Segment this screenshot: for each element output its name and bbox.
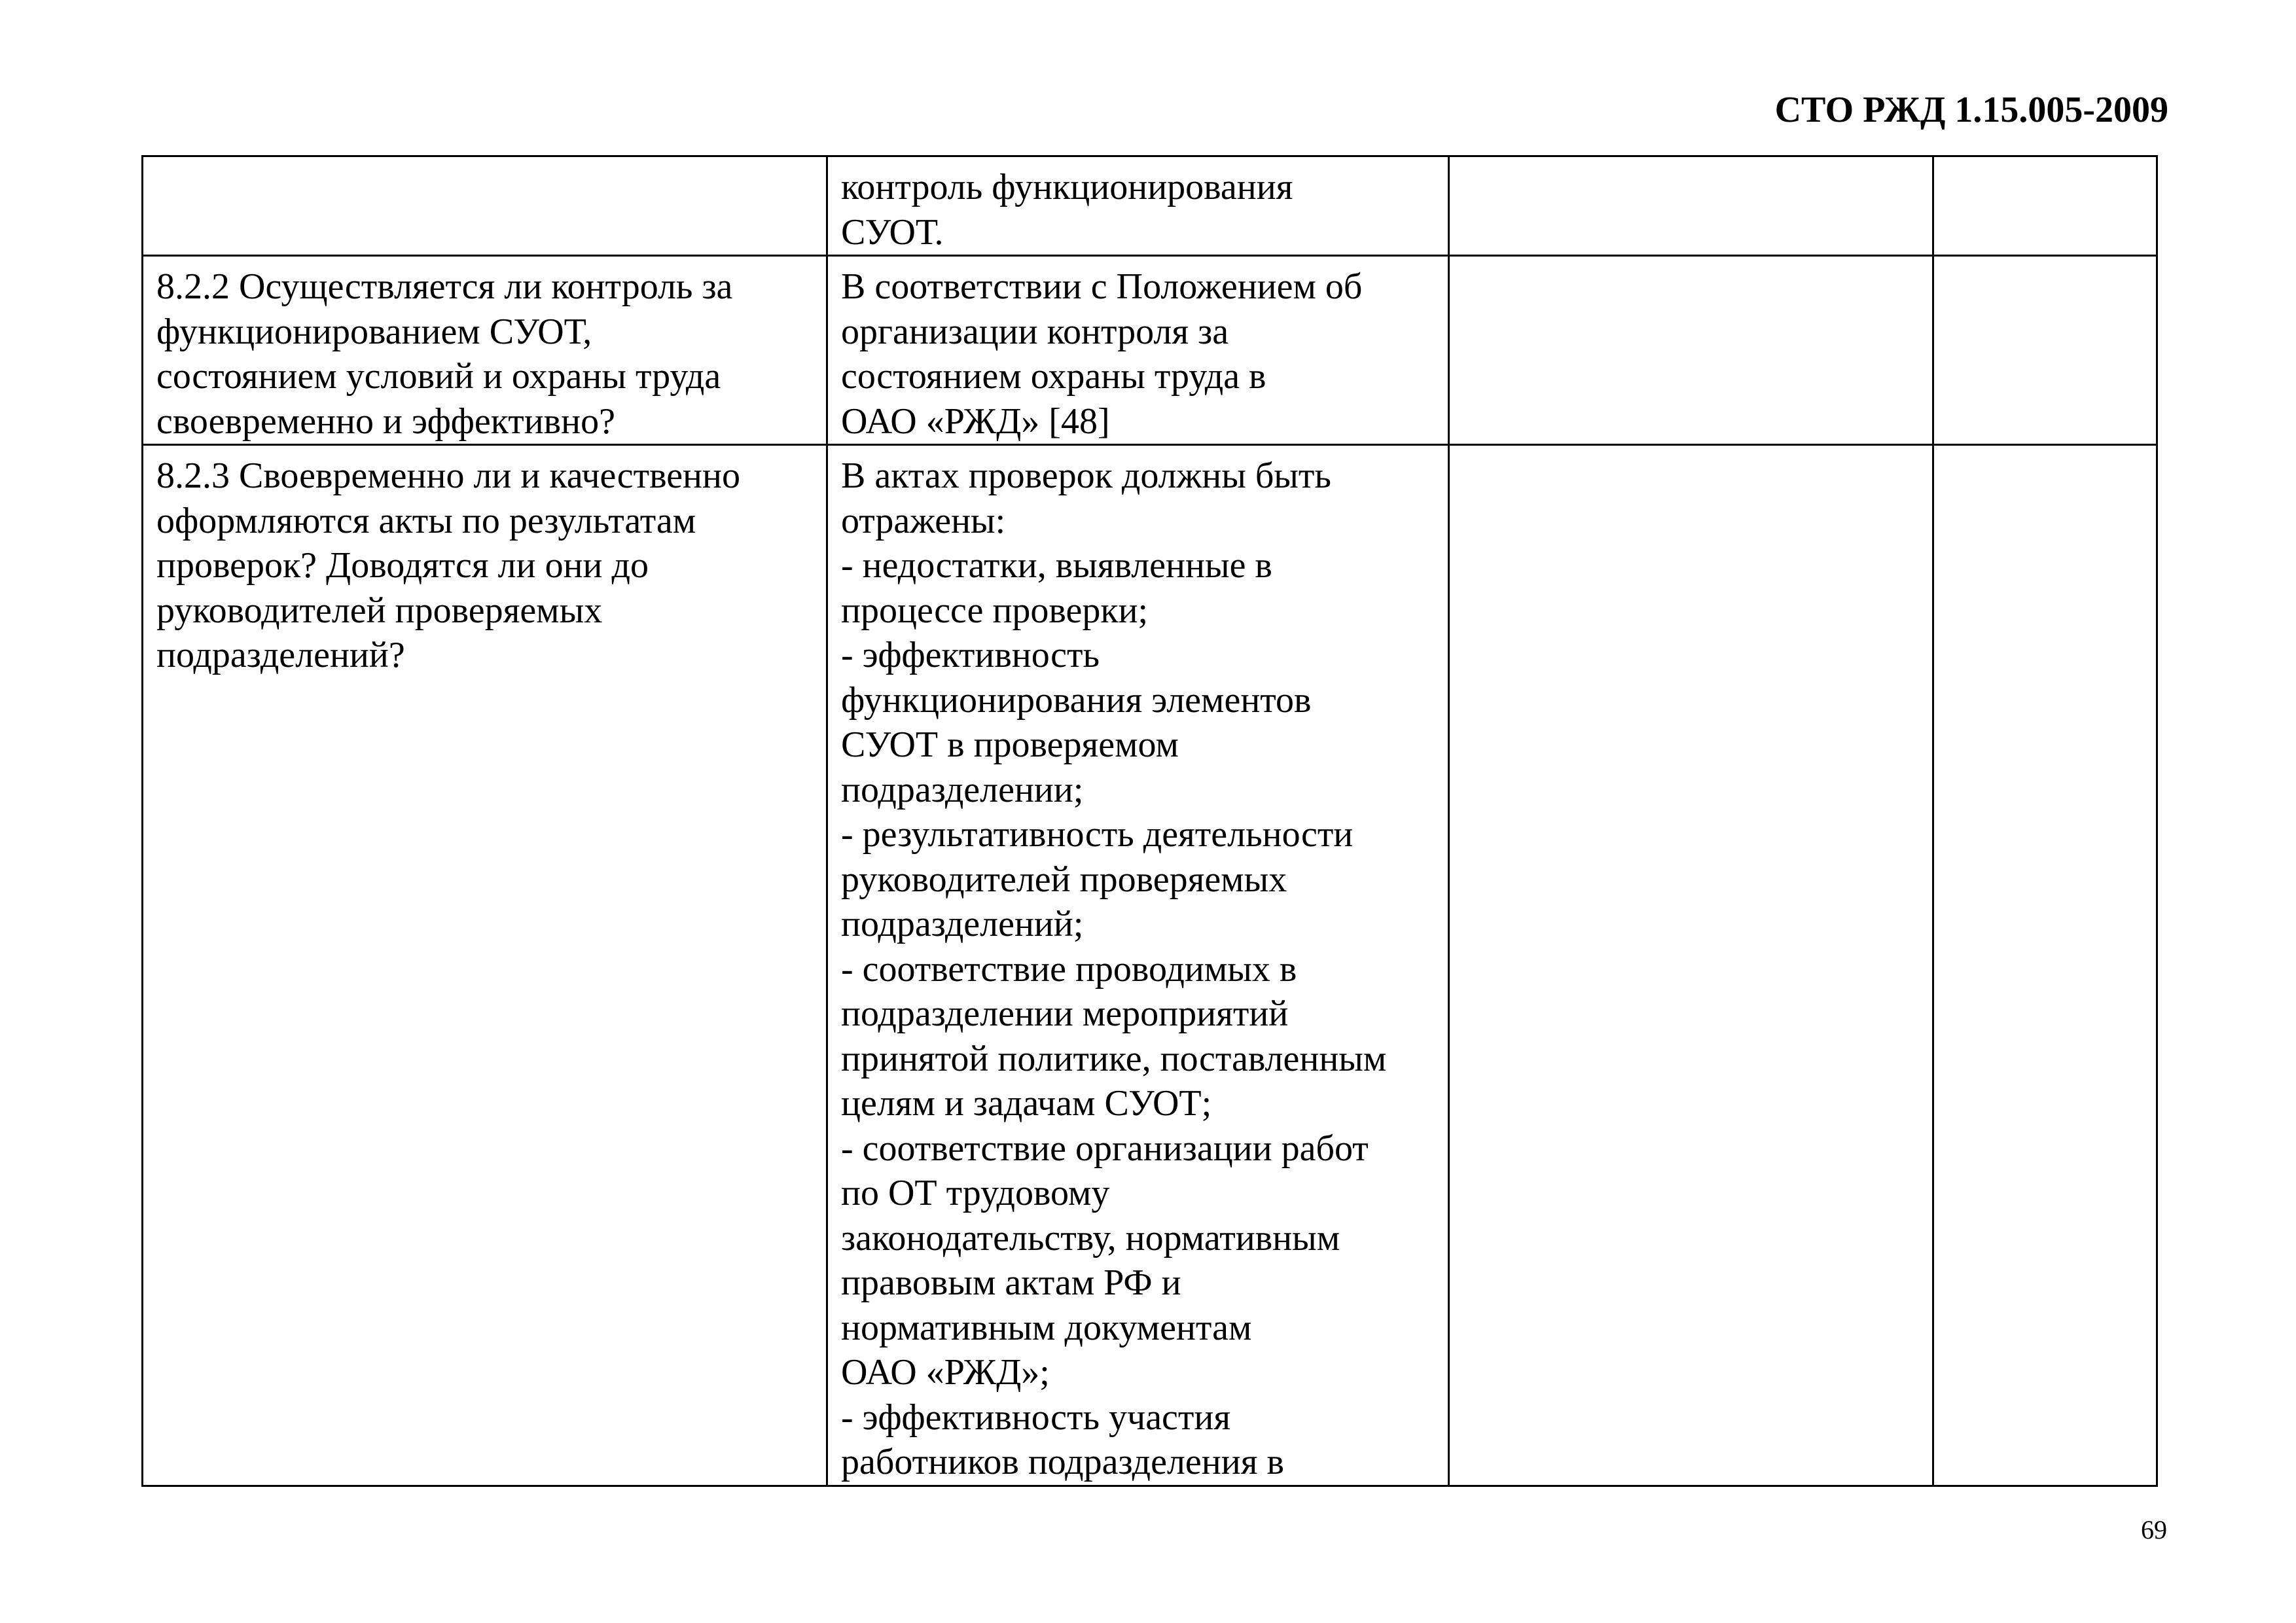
text-line: - соответствие проводимых в — [841, 948, 1297, 990]
question-text — [156, 454, 813, 678]
text-line: по ОТ трудовому — [841, 1173, 1110, 1213]
text-line: - недостатки, выявленные в — [841, 545, 1272, 586]
question-cell — [143, 256, 827, 445]
text-line: нормативным документам — [841, 1307, 1252, 1348]
requirement-text — [841, 165, 1435, 255]
text-line: - эффективность участия — [841, 1397, 1231, 1438]
text-line: подразделении; — [841, 769, 1084, 810]
text-line: ОАО «РЖД» [48] — [841, 401, 1110, 442]
text-line: принятой политике, поставленным — [841, 1038, 1387, 1079]
text-line: правовым актам РФ и — [841, 1262, 1181, 1303]
empty-cell — [1933, 256, 2157, 445]
text-line: В соответствии с Положением об — [841, 266, 1363, 307]
empty-cell — [1449, 156, 1933, 256]
text-line: СУОТ в проверяемом — [841, 724, 1179, 765]
text-line: функционированием СУОТ, — [156, 311, 592, 352]
empty-cell — [1449, 445, 1933, 1486]
page-number: 69 — [2141, 1515, 2167, 1544]
text-line: работников подразделения в — [841, 1442, 1284, 1482]
text-line: руководителей проверяемых — [156, 590, 603, 631]
requirement-cell — [827, 156, 1449, 256]
text-line: 8.2.3 Своевременно ли и качественно — [156, 455, 740, 496]
text-line: руководителей проверяемых — [841, 859, 1287, 900]
text-line: ОАО «РЖД»; — [841, 1352, 1050, 1393]
text-line: контроль функционирования — [841, 167, 1293, 207]
text-line: подразделений? — [156, 635, 405, 675]
question-cell — [143, 445, 827, 1486]
question-text — [156, 264, 813, 444]
empty-cell — [1933, 445, 2157, 1486]
table-row — [143, 256, 2157, 445]
table-row — [143, 156, 2157, 256]
document-code: СТО РЖД 1.15.005-2009 — [1774, 90, 2168, 130]
requirement-cell — [827, 445, 1449, 1486]
text-line: целям и задачам СУОТ; — [841, 1083, 1212, 1124]
text-line: процессе проверки; — [841, 590, 1149, 631]
checklist-table — [141, 155, 2158, 1487]
text-line: отражены: — [841, 500, 1006, 541]
text-line: - результативность деятельности — [841, 814, 1354, 855]
text-line: оформляются акты по результатам — [156, 500, 696, 541]
text-line: своевременно и эффективно? — [156, 401, 615, 442]
text-line: проверок? Доводятся ли они до — [156, 545, 649, 586]
text-line: состоянием условий и охраны труда — [156, 356, 721, 397]
text-line: 8.2.2 Осуществляется ли контроль за — [156, 266, 733, 307]
text-line: функционирования элементов — [841, 679, 1312, 721]
text-line: В актах проверок должны быть — [841, 455, 1331, 496]
text-line: законодательству, нормативным — [841, 1217, 1340, 1258]
requirement-text — [841, 264, 1435, 444]
requirement-text — [841, 454, 1435, 1485]
empty-cell — [1933, 156, 2157, 256]
table-row — [143, 445, 2157, 1486]
text-line: - эффективность — [841, 635, 1100, 675]
text-line: СУОТ. — [841, 211, 944, 253]
requirement-cell — [827, 256, 1449, 445]
text-line: состоянием охраны труда в — [841, 356, 1266, 397]
text-line: подразделении мероприятий — [841, 993, 1289, 1034]
text-line: подразделений; — [841, 904, 1084, 944]
empty-cell — [1449, 256, 1933, 445]
text-line: организации контроля за — [841, 311, 1229, 352]
text-line: - соответствие организации работ — [841, 1128, 1369, 1169]
question-cell — [143, 156, 827, 256]
